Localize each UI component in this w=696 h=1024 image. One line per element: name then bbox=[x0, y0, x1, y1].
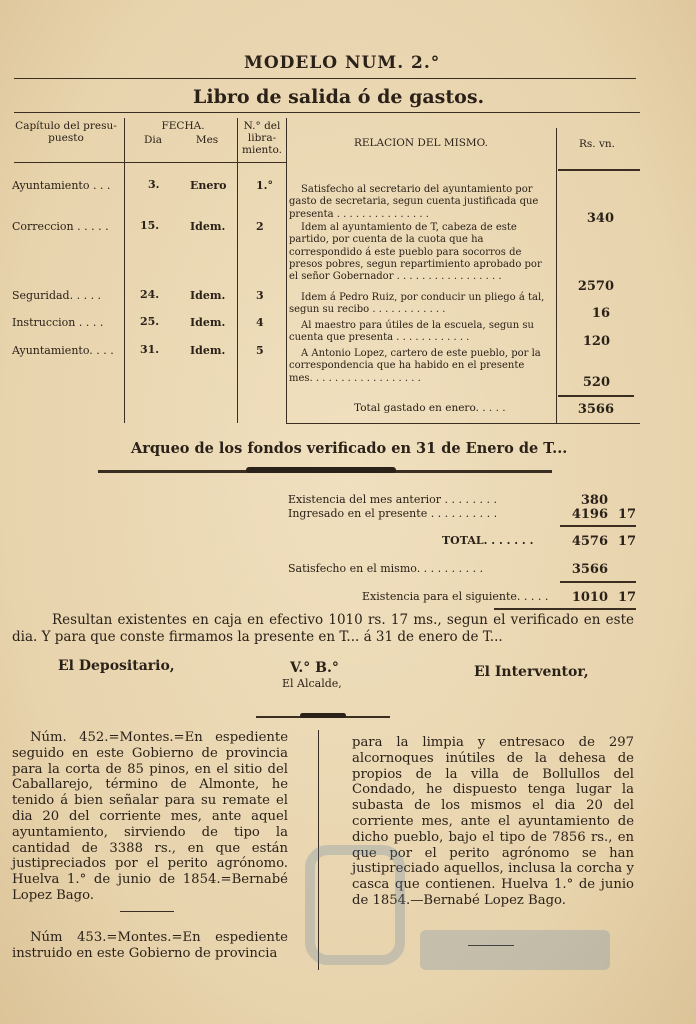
modelo-title: MODELO NUM. 2.° bbox=[244, 53, 441, 73]
notice-divider bbox=[120, 911, 174, 912]
vrule-1 bbox=[124, 118, 125, 423]
arqueo-value: 4196 bbox=[571, 507, 608, 522]
total-value: 3566 bbox=[577, 402, 614, 417]
col-num: N.° del libra- miento. bbox=[242, 120, 282, 156]
amount-value: 16 bbox=[591, 306, 610, 321]
arqueo-label: Ingresado en el presente . . . . . . . . . . bbox=[288, 507, 498, 520]
row-capitulo: Ayuntamiento . . . bbox=[12, 179, 111, 192]
alcalde-signature: El Alcalde, bbox=[282, 677, 342, 690]
row-mes: Idem. bbox=[190, 316, 226, 329]
amount-value: 520 bbox=[582, 375, 610, 390]
interventor-signature: El Interventor, bbox=[474, 664, 589, 680]
notice-453-continued: para la limpia y entresaco de 297 alcornoques inútiles de la dehesa de propios de la villa de Bollullos del Condado, he dispuesto tenga lugar la subasta de los mismos el dia 20 del corriente mes, ante el ayuntamiento de dicho pueblo, bajo el tipo de 7856 rs., en que por el perito agrónomo se han justipreciado aquellos, inclusa la corcha y casca que contienen. Huelva 1.° de junio de 1854.—Bernabé Lopez Bago. bbox=[352, 735, 634, 908]
vrule-2 bbox=[237, 118, 238, 423]
row-dia: 3. bbox=[148, 178, 160, 191]
row-num: 2 bbox=[256, 220, 264, 233]
row-capitulo: Instruccion . . . . bbox=[12, 316, 104, 329]
arqueo-cents: 17 bbox=[618, 590, 637, 605]
arqueo-title: Arqueo de los fondos verificado en 31 de Enero de T... bbox=[131, 440, 568, 457]
header-sep-rs bbox=[558, 169, 640, 171]
col-rs: Rs. vn. bbox=[578, 138, 615, 150]
arqueo-label: Existencia del mes anterior . . . . . . . . bbox=[288, 493, 497, 506]
relacion-entry: Idem á Pedro Ruiz, por conducir un pliego á tal, segun su recibo . . . . . . . . . . . . bbox=[289, 292, 545, 316]
arqueo-rule bbox=[560, 525, 636, 527]
total-rule bbox=[558, 395, 634, 397]
arqueo-value: 1010 bbox=[571, 590, 608, 605]
row-dia: 15. bbox=[140, 219, 160, 232]
vb-signature: V.° B.° bbox=[290, 660, 339, 676]
row-capitulo: Ayuntamiento. . . . bbox=[12, 344, 114, 357]
watermark-emblem bbox=[300, 830, 620, 1000]
header-sep-left bbox=[14, 162, 286, 163]
row-dia: 25. bbox=[140, 315, 160, 328]
row-mes: Idem. bbox=[190, 220, 226, 233]
depositario-signature: El Depositario, bbox=[58, 658, 175, 674]
row-dia: 31. bbox=[140, 343, 160, 356]
col-mes: Mes bbox=[195, 134, 219, 146]
col-dia: Dia bbox=[143, 134, 163, 146]
relacion-entry: Idem al ayuntamiento de T, cabeza de este partido, por cuenta de la cuota que ha correspondido á este pueblo para socorros de presos pobres, segun repartimiento aprobado por el señor Gobernador . . . . . . . . . . . . . . . . . bbox=[289, 222, 542, 283]
arqueo-total-value: 4576 bbox=[571, 534, 608, 549]
arqueo-label: Existencia para el siguiente. . . . . bbox=[362, 590, 549, 603]
vrule-3 bbox=[286, 118, 287, 423]
row-num: 4 bbox=[256, 316, 264, 329]
table-top-rule bbox=[14, 112, 640, 113]
relacion-entry: A Antonio Lopez, cartero de este pueblo, por la correspondencia que ha habido en el presente mes. . . . . . . . . . . . . . . . . . bbox=[289, 348, 541, 384]
header-rule bbox=[14, 78, 636, 79]
row-mes: Enero bbox=[190, 179, 227, 192]
libro-heading: Libro de salida ó de gastos. bbox=[193, 86, 485, 108]
table-bottom-rule bbox=[286, 423, 640, 424]
arqueo-value: 3566 bbox=[571, 562, 608, 577]
arqueo-rule bbox=[560, 581, 636, 583]
row-num: 5 bbox=[256, 344, 264, 357]
row-num: 1.° bbox=[256, 179, 273, 192]
amount-value: 2570 bbox=[577, 279, 614, 294]
relacion-entry: Al maestro para útiles de la escuela, segun su cuenta que presenta . . . . . . . . . . . . bbox=[289, 320, 534, 344]
arqueo-label: Satisfecho en el mismo. . . . . . . . . . bbox=[288, 562, 484, 575]
col-fecha: FECHA. bbox=[161, 120, 205, 132]
total-label: Total gastado en enero. . . . . bbox=[354, 402, 506, 414]
arqueo-cents: 17 bbox=[618, 507, 637, 522]
row-capitulo: Correccion . . . . . bbox=[12, 220, 109, 233]
col-relacion: RELACION DEL MISMO. bbox=[353, 137, 488, 149]
vrule-4 bbox=[556, 128, 557, 423]
arqueo-value: 380 bbox=[580, 493, 608, 508]
notice-452: Núm. 452.=Montes.=En espediente seguido en este Gobierno de provincia para la corta de 85 pinos, en el sitio del Caballarejo, término de Almonte, he tenido á bien señalar para su remate el dia 20 del corriente mes, ante aquel ayuntamiento, sirviendo de tipo la cantidad de 3388 rs., en que están justipreciados por el perito agrónomo. Huelva 1.° de junio de 1854.=Bernabé Lopez Bago. bbox=[12, 730, 288, 903]
row-num: 3 bbox=[256, 289, 264, 302]
arqueo-total-cents: 17 bbox=[618, 534, 637, 549]
row-mes: Idem. bbox=[190, 289, 226, 302]
row-capitulo: Seguridad. . . . . bbox=[12, 289, 102, 302]
arqueo-total-label: TOTAL. . . . . . . bbox=[442, 534, 534, 547]
row-dia: 24. bbox=[140, 288, 160, 301]
amount-value: 340 bbox=[586, 211, 614, 226]
resultan-paragraph: Resultan existentes en caja en efectivo 1010 rs. 17 ms., segun el verificado en este dia. Y para que conste firmamos la presente en T... á 31 de enero de T... bbox=[12, 612, 634, 645]
notice-453-start: Núm 453.=Montes.=En espediente instruido en este Gobierno de provincia bbox=[12, 930, 288, 961]
row-mes: Idem. bbox=[190, 344, 226, 357]
arqueo-bottom-rule bbox=[494, 608, 636, 610]
amount-value: 120 bbox=[582, 334, 610, 349]
col-capitulo: Capítulo del presu- puesto bbox=[15, 120, 117, 144]
relacion-entry: Satisfecho al secretario del ayuntamiento por gasto de secretaria, segun cuenta justificada que presenta . . . . . . . . . . . . . . . bbox=[289, 184, 539, 220]
